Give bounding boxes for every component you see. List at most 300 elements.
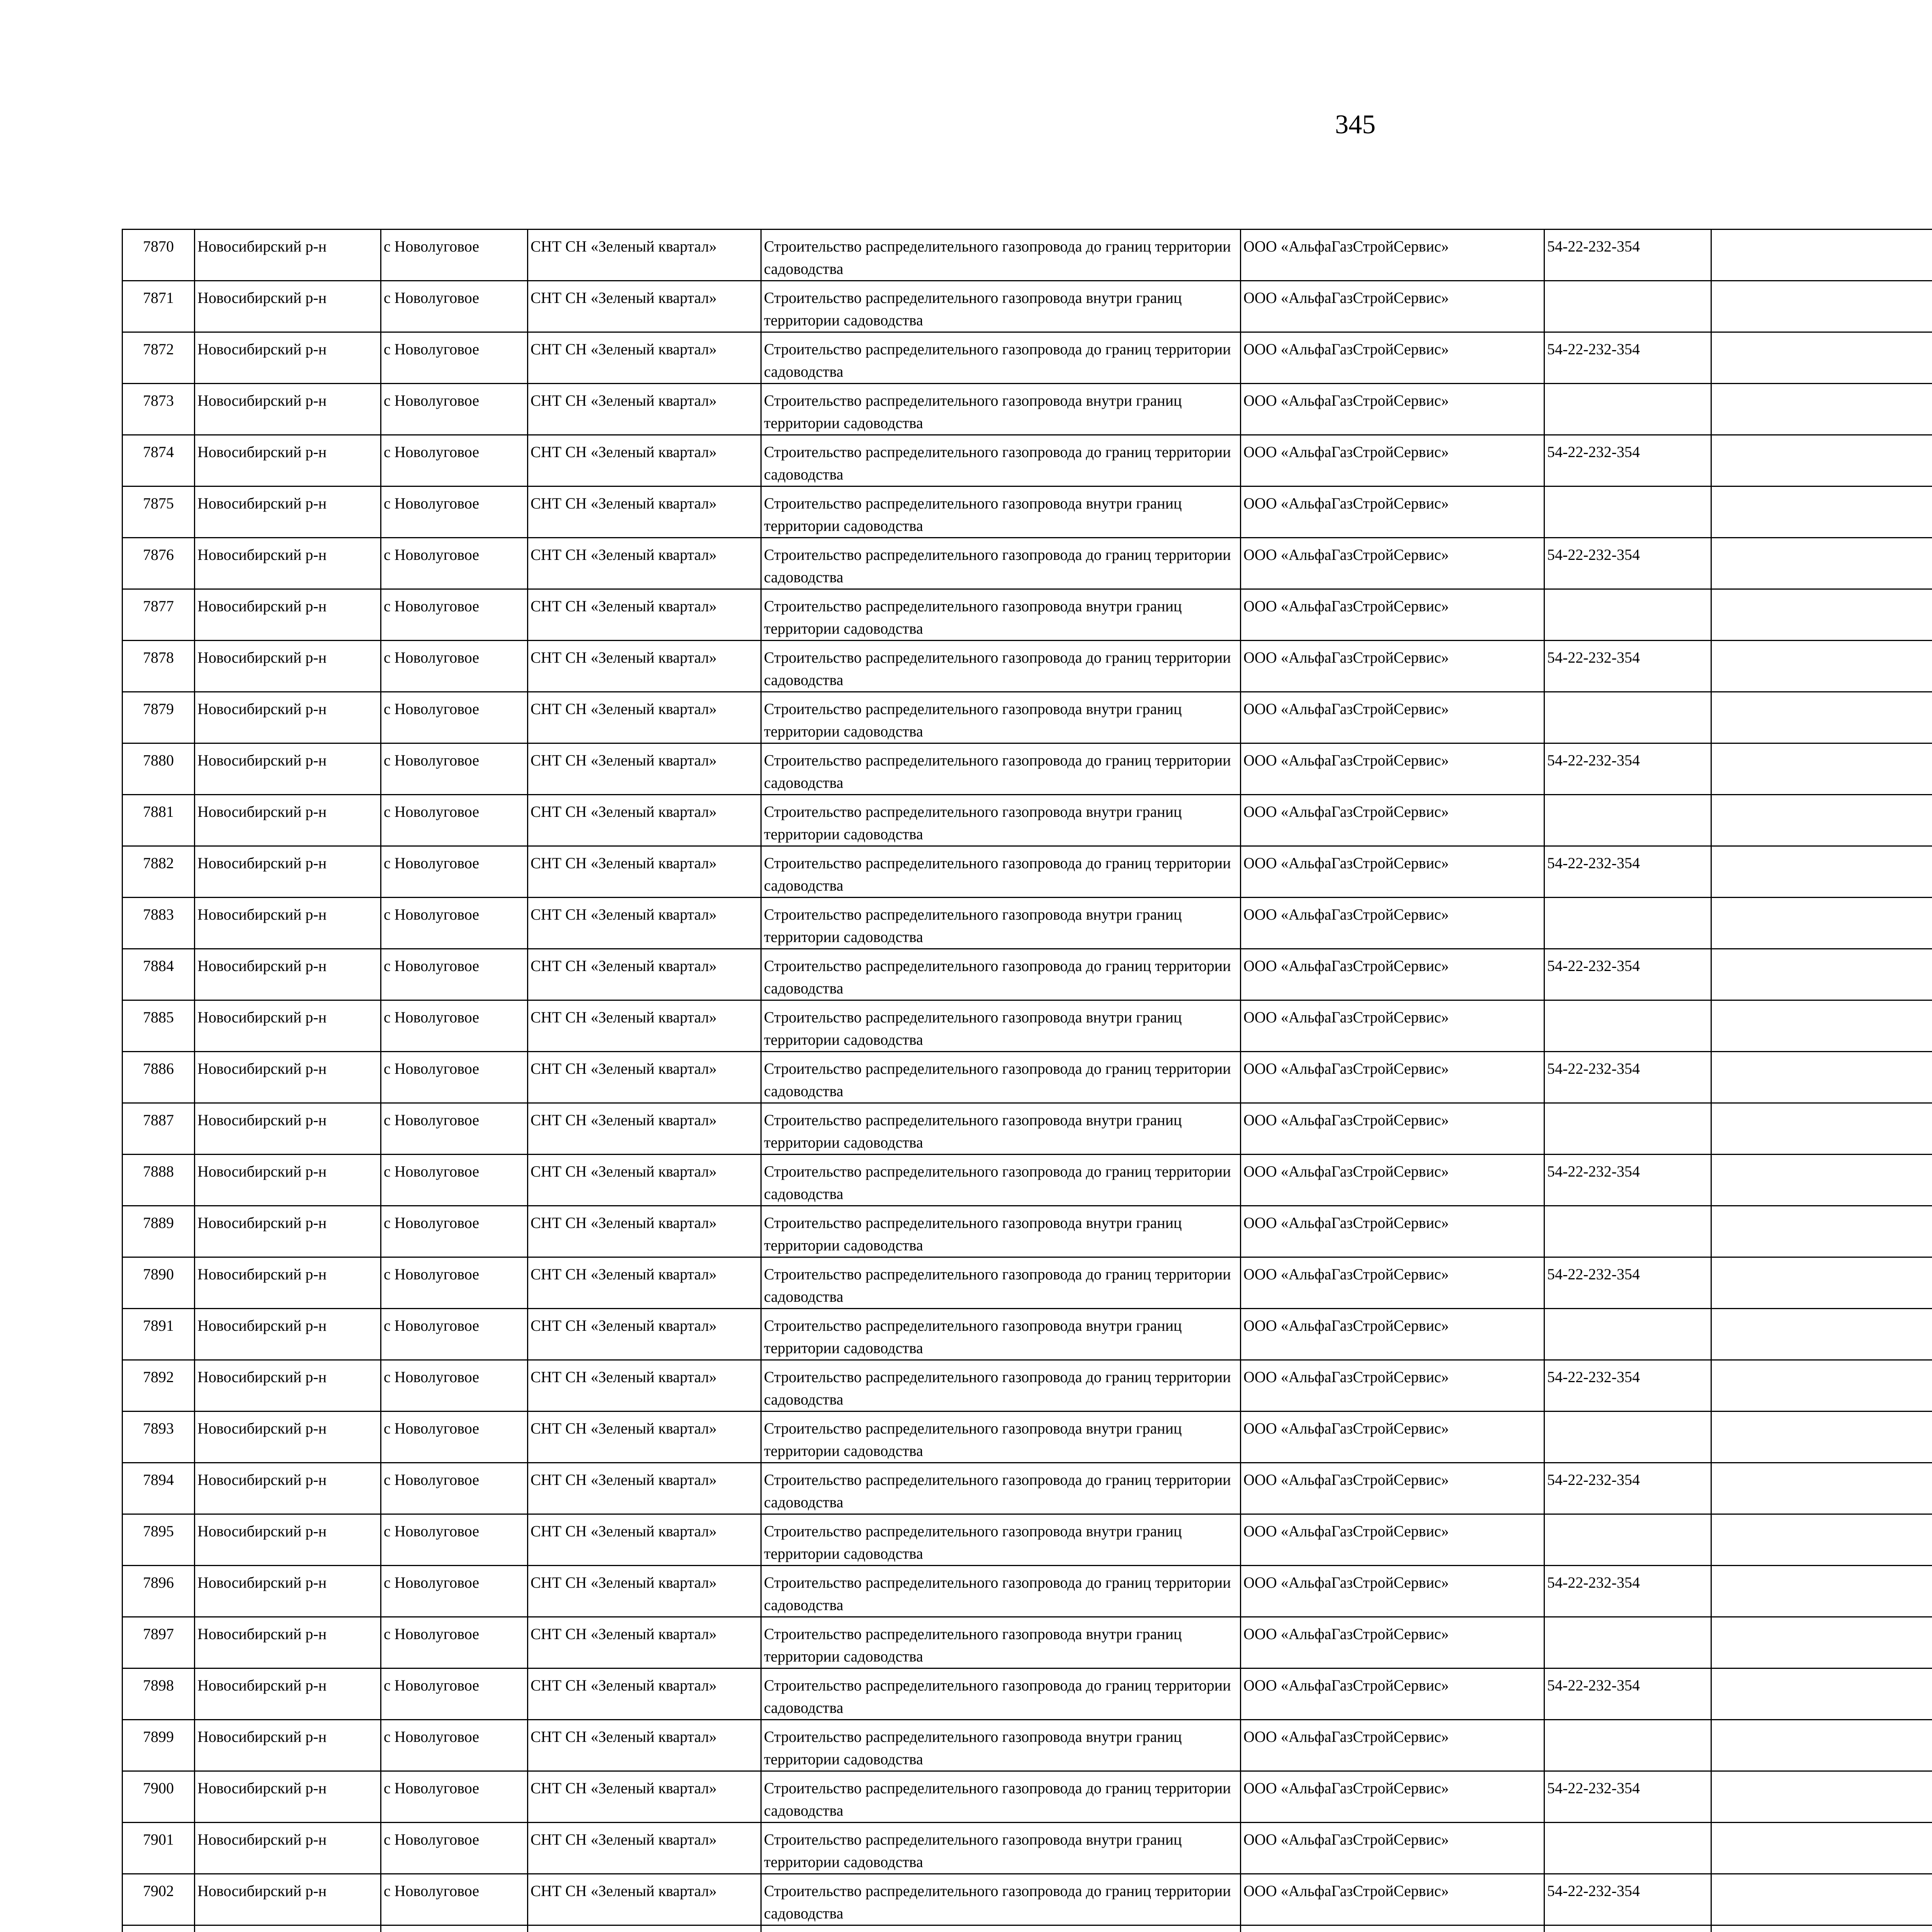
empty-cell xyxy=(1711,1771,1932,1823)
district-cell: Новосибирский р-н xyxy=(195,1155,381,1206)
row-number-cell: 7884 xyxy=(122,949,195,1000)
page-number: 345 xyxy=(0,111,1932,138)
work-description-cell: Строительство распределительного газопровода внутри границ территории садоводства xyxy=(761,898,1241,949)
contractor-cell: ООО «АльфаГазСтройСервис» xyxy=(1241,898,1544,949)
settlement-cell: с Новолуговое xyxy=(381,1668,528,1720)
row-number-cell: 7889 xyxy=(122,1206,195,1257)
settlement-cell: с Новолуговое xyxy=(381,1309,528,1360)
row-number-cell: 7891 xyxy=(122,1309,195,1360)
empty-cell xyxy=(1711,846,1932,898)
partnership-cell: СНТ СН «Зеленый квартал» xyxy=(528,1823,761,1874)
table-row xyxy=(122,1771,1932,1823)
contractor-cell: ООО «АльфаГазСтройСервис» xyxy=(1241,949,1544,1000)
settlement-cell: с Новолуговое xyxy=(381,846,528,898)
contractor-cell: ООО «АльфаГазСтройСервис» xyxy=(1241,1412,1544,1463)
row-number-cell: 7901 xyxy=(122,1823,195,1874)
settlement-cell: с Новолуговое xyxy=(381,898,528,949)
contractor-cell: ООО «АльфаГазСтройСервис» xyxy=(1241,641,1544,692)
table-row xyxy=(122,1874,1932,1925)
work-description-cell: Строительство распределительного газопровода до границ территории садоводства xyxy=(761,538,1241,589)
settlement-cell: с Новолуговое xyxy=(381,1257,528,1309)
partnership-cell: СНТ СН «Зеленый квартал» xyxy=(528,1668,761,1720)
partnership-cell: СНТ СН «Зеленый квартал» xyxy=(528,1052,761,1103)
settlement-cell: с Новолуговое xyxy=(381,1514,528,1566)
empty-cell xyxy=(1711,1925,1932,1932)
code-cell: 54-22-232-354 xyxy=(1544,332,1711,384)
table-row xyxy=(122,795,1932,846)
settlement-cell: с Новолуговое xyxy=(381,1566,528,1617)
work-description-cell: Строительство распределительного газопровода внутри границ территории садоводства xyxy=(761,1617,1241,1668)
district-cell: Новосибирский р-н xyxy=(195,230,381,281)
table-row xyxy=(122,1668,1932,1720)
settlement-cell: с Новолуговое xyxy=(381,795,528,846)
partnership-cell: СНТ СН «Зеленый квартал» xyxy=(528,1309,761,1360)
contractor-cell: ООО «АльфаГазСтройСервис» xyxy=(1241,1668,1544,1720)
code-cell: 54-22-232-354 xyxy=(1544,435,1711,486)
empty-cell xyxy=(1711,281,1932,332)
table-row xyxy=(122,949,1932,1000)
table-row xyxy=(122,1925,1932,1932)
code-cell: 54-22-232-354 xyxy=(1544,1874,1711,1925)
work-description-cell: Строительство распределительного газопровода до границ территории садоводства xyxy=(761,1874,1241,1925)
code-cell: 54-22-232-354 xyxy=(1544,1360,1711,1412)
row-number-cell: 7878 xyxy=(122,641,195,692)
district-cell: Новосибирский р-н xyxy=(195,281,381,332)
work-description-cell: Строительство распределительного газопровода внутри границ территории садоводства xyxy=(761,1823,1241,1874)
code-cell: 54-22-232-354 xyxy=(1544,641,1711,692)
district-cell: Новосибирский р-н xyxy=(195,898,381,949)
empty-cell xyxy=(1711,1412,1932,1463)
work-description-cell: Строительство распределительного газопровода внутри границ территории садоводства xyxy=(761,1103,1241,1155)
code-cell xyxy=(1544,1412,1711,1463)
contractor-cell: ООО «АльфаГазСтройСервис» xyxy=(1241,743,1544,795)
row-number-cell: 7895 xyxy=(122,1514,195,1566)
table-row xyxy=(122,641,1932,692)
code-cell: 54-22-232-354 xyxy=(1544,1463,1711,1514)
partnership-cell: СНТ СН «Зеленый квартал» xyxy=(528,898,761,949)
empty-cell xyxy=(1711,1668,1932,1720)
settlement-cell: с Новолуговое xyxy=(381,486,528,538)
settlement-cell: с Новолуговое xyxy=(381,692,528,743)
district-cell: Новосибирский р-н xyxy=(195,846,381,898)
row-number-cell: 7899 xyxy=(122,1720,195,1771)
code-cell: 54-22-232-354 xyxy=(1544,1052,1711,1103)
contractor-cell: ООО «АльфаГазСтройСервис» xyxy=(1241,384,1544,435)
settlement-cell: с Новолуговое xyxy=(381,1823,528,1874)
row-number-cell: 7880 xyxy=(122,743,195,795)
empty-cell xyxy=(1711,949,1932,1000)
table-row xyxy=(122,1463,1932,1514)
district-cell: Новосибирский р-н xyxy=(195,1771,381,1823)
row-number-cell: 7890 xyxy=(122,1257,195,1309)
work-description-cell: Строительство распределительного газопровода до границ территории садоводства xyxy=(761,1360,1241,1412)
row-number-cell: 7885 xyxy=(122,1000,195,1052)
work-description-cell: Строительство распределительного газопровода внутри границ территории садоводства xyxy=(761,795,1241,846)
table-row xyxy=(122,1155,1932,1206)
empty-cell xyxy=(1711,1360,1932,1412)
work-description-cell: Строительство распределительного газопровода внутри границ территории садоводства xyxy=(761,1206,1241,1257)
district-cell: Новосибирский р-н xyxy=(195,692,381,743)
partnership-cell: СНТ СН «Зеленый квартал» xyxy=(528,1257,761,1309)
code-cell xyxy=(1544,898,1711,949)
settlement-cell: с Новолуговое xyxy=(381,949,528,1000)
empty-cell xyxy=(1711,1720,1932,1771)
row-number-cell: 7882 xyxy=(122,846,195,898)
contractor-cell: ООО «АльфаГазСтройСервис» xyxy=(1241,332,1544,384)
code-cell xyxy=(1544,1720,1711,1771)
work-description-cell: Строительство распределительного газопровода до границ территории садоводства xyxy=(761,1668,1241,1720)
district-cell: Новосибирский р-н xyxy=(195,1514,381,1566)
district-cell: Новосибирский р-н xyxy=(195,1463,381,1514)
table-row xyxy=(122,486,1932,538)
settlement-cell: с Новолуговое xyxy=(381,1052,528,1103)
table-row xyxy=(122,281,1932,332)
contractor-cell: ООО «АльфаГазСтройСервис» xyxy=(1241,538,1544,589)
contractor-cell: ООО «АльфаГазСтройСервис» xyxy=(1241,1874,1544,1925)
row-number-cell: 7896 xyxy=(122,1566,195,1617)
settlement-cell: с Новолуговое xyxy=(381,1771,528,1823)
district-cell: Новосибирский р-н xyxy=(195,1617,381,1668)
code-cell xyxy=(1544,1000,1711,1052)
work-description-cell: Строительство распределительного газопровода внутри границ территории садоводства xyxy=(761,281,1241,332)
row-number-cell: 7870 xyxy=(122,230,195,281)
table-row xyxy=(122,1103,1932,1155)
partnership-cell xyxy=(528,1925,761,1932)
settlement-cell: с Новолуговое xyxy=(381,538,528,589)
work-description-cell: Строительство распределительного газопровода до границ территории садоводства xyxy=(761,743,1241,795)
settlement-cell: с Новолуговое xyxy=(381,1874,528,1925)
table-row xyxy=(122,1514,1932,1566)
partnership-cell: СНТ СН «Зеленый квартал» xyxy=(528,1463,761,1514)
row-number-cell: 7893 xyxy=(122,1412,195,1463)
contractor-cell: ООО «АльфаГазСтройСервис» xyxy=(1241,692,1544,743)
work-description-cell: Строительство распределительного газопровода до границ территории садоводства xyxy=(761,949,1241,1000)
contractor-cell: ООО «АльфаГазСтройСервис» xyxy=(1241,1155,1544,1206)
district-cell: Новосибирский р-н xyxy=(195,1823,381,1874)
settlement-cell: с Новолуговое xyxy=(381,1463,528,1514)
settlement-cell: с Новолуговое xyxy=(381,1360,528,1412)
settlement-cell: с Новолуговое xyxy=(381,1206,528,1257)
row-number-cell: 7881 xyxy=(122,795,195,846)
table-row xyxy=(122,332,1932,384)
table-row xyxy=(122,1720,1932,1771)
empty-cell xyxy=(1711,898,1932,949)
code-cell xyxy=(1544,1925,1711,1932)
district-cell: Новосибирский р-н xyxy=(195,743,381,795)
settlement-cell: с Новолуговое xyxy=(381,641,528,692)
code-cell: 54-22-232-354 xyxy=(1544,1566,1711,1617)
empty-cell xyxy=(1711,230,1932,281)
district-cell: Новосибирский р-н xyxy=(195,1720,381,1771)
settlement-cell: с Новолуговое xyxy=(381,281,528,332)
partnership-cell: СНТ СН «Зеленый квартал» xyxy=(528,538,761,589)
row-number-cell: 7872 xyxy=(122,332,195,384)
district-cell: Новосибирский р-н xyxy=(195,795,381,846)
row-number-cell: 7871 xyxy=(122,281,195,332)
partnership-cell: СНТ СН «Зеленый квартал» xyxy=(528,486,761,538)
partnership-cell: СНТ СН «Зеленый квартал» xyxy=(528,1771,761,1823)
partnership-cell: СНТ СН «Зеленый квартал» xyxy=(528,692,761,743)
contractor-cell: ООО «АльфаГазСтройСервис» xyxy=(1241,1206,1544,1257)
empty-cell xyxy=(1711,486,1932,538)
row-number-cell: 7902 xyxy=(122,1874,195,1925)
contractor-cell xyxy=(1241,1925,1544,1932)
partnership-cell: СНТ СН «Зеленый квартал» xyxy=(528,846,761,898)
settlement-cell: с Новолуговое xyxy=(381,435,528,486)
work-description-cell: Строительство распределительного газопровода внутри границ территории садоводства xyxy=(761,692,1241,743)
settlement-cell: с Новолуговое xyxy=(381,743,528,795)
partnership-cell: СНТ СН «Зеленый квартал» xyxy=(528,1360,761,1412)
settlement-cell: с Новолуговое xyxy=(381,589,528,641)
work-description-cell: Строительство распределительного газопровода до границ территории садоводства xyxy=(761,230,1241,281)
code-cell xyxy=(1544,589,1711,641)
contractor-cell: ООО «АльфаГазСтройСервис» xyxy=(1241,230,1544,281)
table-row xyxy=(122,589,1932,641)
contractor-cell: ООО «АльфаГазСтройСервис» xyxy=(1241,1566,1544,1617)
empty-cell xyxy=(1711,1566,1932,1617)
empty-cell xyxy=(1711,1155,1932,1206)
empty-cell xyxy=(1711,1514,1932,1566)
empty-cell xyxy=(1711,795,1932,846)
partnership-cell: СНТ СН «Зеленый квартал» xyxy=(528,1206,761,1257)
partnership-cell: СНТ СН «Зеленый квартал» xyxy=(528,1412,761,1463)
district-cell: Новосибирский р-н xyxy=(195,1874,381,1925)
table-row xyxy=(122,1566,1932,1617)
row-number-cell: 7883 xyxy=(122,898,195,949)
district-cell: Новосибирский р-н xyxy=(195,435,381,486)
row-number-cell: 7898 xyxy=(122,1668,195,1720)
partnership-cell: СНТ СН «Зеленый квартал» xyxy=(528,949,761,1000)
partnership-cell: СНТ СН «Зеленый квартал» xyxy=(528,641,761,692)
code-cell: 54-22-232-354 xyxy=(1544,538,1711,589)
code-cell xyxy=(1544,1514,1711,1566)
row-number-cell: 7873 xyxy=(122,384,195,435)
district-cell: Новосибирский р-н xyxy=(195,1103,381,1155)
code-cell: 54-22-232-354 xyxy=(1544,1668,1711,1720)
work-description-cell: Строительство распределительного газопровода внутри границ территории садоводства xyxy=(761,1412,1241,1463)
work-description-cell: Строительство распределительного газопровода до границ территории садоводства xyxy=(761,1566,1241,1617)
table-row xyxy=(122,846,1932,898)
work-description-cell: Строительство распределительного газопровода до границ территории садоводства xyxy=(761,641,1241,692)
district-cell: Новосибирский р-н xyxy=(195,949,381,1000)
empty-cell xyxy=(1711,692,1932,743)
empty-cell xyxy=(1711,384,1932,435)
empty-cell xyxy=(1711,1309,1932,1360)
table-row xyxy=(122,1360,1932,1412)
empty-cell xyxy=(1711,1206,1932,1257)
code-cell: 54-22-232-354 xyxy=(1544,949,1711,1000)
district-cell: Новосибирский р-н xyxy=(195,332,381,384)
contractor-cell: ООО «АльфаГазСтройСервис» xyxy=(1241,1103,1544,1155)
partnership-cell: СНТ СН «Зеленый квартал» xyxy=(528,1720,761,1771)
contractor-cell: ООО «АльфаГазСтройСервис» xyxy=(1241,486,1544,538)
partnership-cell: СНТ СН «Зеленый квартал» xyxy=(528,332,761,384)
contractor-cell: ООО «АльфаГазСтройСервис» xyxy=(1241,1309,1544,1360)
contractor-cell: ООО «АльфаГазСтройСервис» xyxy=(1241,1052,1544,1103)
row-number-cell: 7894 xyxy=(122,1463,195,1514)
contractor-cell: ООО «АльфаГазСтройСервис» xyxy=(1241,1823,1544,1874)
code-cell: 54-22-232-354 xyxy=(1544,743,1711,795)
table-row xyxy=(122,1000,1932,1052)
work-description-cell: Строительство распределительного газопровода до границ территории садоводства xyxy=(761,1463,1241,1514)
code-cell: 54-22-232-354 xyxy=(1544,1155,1711,1206)
table-row xyxy=(122,384,1932,435)
district-cell: Новосибирский р-н xyxy=(195,1360,381,1412)
partnership-cell: СНТ СН «Зеленый квартал» xyxy=(528,435,761,486)
row-number-cell: 7875 xyxy=(122,486,195,538)
district-cell: Новосибирский р-н xyxy=(195,589,381,641)
settlement-cell: с Новолуговое xyxy=(381,1617,528,1668)
registry-table-body xyxy=(122,230,1932,1932)
partnership-cell: СНТ СН «Зеленый квартал» xyxy=(528,1000,761,1052)
row-number-cell: 7900 xyxy=(122,1771,195,1823)
table-row xyxy=(122,1257,1932,1309)
settlement-cell xyxy=(381,1925,528,1932)
settlement-cell: с Новолуговое xyxy=(381,230,528,281)
work-description-cell: Строительство распределительного газопровода внутри границ территории садоводства xyxy=(761,1000,1241,1052)
partnership-cell: СНТ СН «Зеленый квартал» xyxy=(528,1155,761,1206)
work-description-cell: Строительство распределительного газопровода до границ территории садоводства xyxy=(761,332,1241,384)
code-cell: 54-22-232-354 xyxy=(1544,846,1711,898)
table-row xyxy=(122,743,1932,795)
table-row xyxy=(122,1412,1932,1463)
partnership-cell: СНТ СН «Зеленый квартал» xyxy=(528,384,761,435)
empty-cell xyxy=(1711,1874,1932,1925)
district-cell: Новосибирский р-н xyxy=(195,1257,381,1309)
empty-cell xyxy=(1711,1257,1932,1309)
work-description-cell: Строительство распределительного газопровода до границ территории садоводства xyxy=(761,846,1241,898)
code-cell: 54-22-232-354 xyxy=(1544,1257,1711,1309)
settlement-cell: с Новолуговое xyxy=(381,1412,528,1463)
partnership-cell: СНТ СН «Зеленый квартал» xyxy=(528,230,761,281)
contractor-cell: ООО «АльфаГазСтройСервис» xyxy=(1241,1257,1544,1309)
empty-cell xyxy=(1711,332,1932,384)
empty-cell xyxy=(1711,743,1932,795)
row-number-cell: 7886 xyxy=(122,1052,195,1103)
contractor-cell: ООО «АльфаГазСтройСервис» xyxy=(1241,281,1544,332)
row-number-cell: 7892 xyxy=(122,1360,195,1412)
district-cell: Новосибирский р-н xyxy=(195,1206,381,1257)
partnership-cell: СНТ СН «Зеленый квартал» xyxy=(528,1617,761,1668)
contractor-cell: ООО «АльфаГазСтройСервис» xyxy=(1241,1514,1544,1566)
district-cell: Новосибирский р-н xyxy=(195,1309,381,1360)
code-cell xyxy=(1544,692,1711,743)
table-row xyxy=(122,1206,1932,1257)
code-cell xyxy=(1544,281,1711,332)
empty-cell xyxy=(1711,589,1932,641)
partnership-cell: СНТ СН «Зеленый квартал» xyxy=(528,1103,761,1155)
settlement-cell: с Новолуговое xyxy=(381,1155,528,1206)
district-cell: Новосибирский р-н xyxy=(195,538,381,589)
district-cell xyxy=(195,1925,381,1932)
row-number-cell: 7877 xyxy=(122,589,195,641)
settlement-cell: с Новолуговое xyxy=(381,1720,528,1771)
code-cell xyxy=(1544,1309,1711,1360)
code-cell xyxy=(1544,1206,1711,1257)
row-number-cell: 7879 xyxy=(122,692,195,743)
contractor-cell: ООО «АльфаГазСтройСервис» xyxy=(1241,1000,1544,1052)
contractor-cell: ООО «АльфаГазСтройСервис» xyxy=(1241,795,1544,846)
row-number-cell: 7897 xyxy=(122,1617,195,1668)
district-cell: Новосибирский р-н xyxy=(195,1668,381,1720)
work-description-cell: Строительство распределительного газопровода внутри границ территории садоводства xyxy=(761,486,1241,538)
row-number-cell: 7887 xyxy=(122,1103,195,1155)
row-number-cell: 7874 xyxy=(122,435,195,486)
empty-cell xyxy=(1711,1000,1932,1052)
work-description-cell: Строительство распределительного газопровода внутри границ территории садоводства xyxy=(761,384,1241,435)
table-row xyxy=(122,1823,1932,1874)
work-description-cell: Строительство распределительного газопровода внутри границ территории садоводства xyxy=(761,589,1241,641)
partnership-cell: СНТ СН «Зеленый квартал» xyxy=(528,1514,761,1566)
row-number-cell xyxy=(122,1925,195,1932)
work-description-cell: Строительство распределительного газопровода до границ территории садоводства xyxy=(761,435,1241,486)
code-cell: 54-22-232-354 xyxy=(1544,230,1711,281)
settlement-cell: с Новолуговое xyxy=(381,384,528,435)
work-description-cell: Строительство распределительного газопровода до границ территории садоводства xyxy=(761,1771,1241,1823)
work-description-cell: Строительство распределительного газопровода внутри границ территории садоводства xyxy=(761,1720,1241,1771)
contractor-cell: ООО «АльфаГазСтройСервис» xyxy=(1241,435,1544,486)
empty-cell xyxy=(1711,538,1932,589)
empty-cell xyxy=(1711,1052,1932,1103)
table-row xyxy=(122,435,1932,486)
settlement-cell: с Новолуговое xyxy=(381,332,528,384)
table-row xyxy=(122,538,1932,589)
district-cell: Новосибирский р-н xyxy=(195,1566,381,1617)
partnership-cell: СНТ СН «Зеленый квартал» xyxy=(528,1874,761,1925)
partnership-cell: СНТ СН «Зеленый квартал» xyxy=(528,795,761,846)
contractor-cell: ООО «АльфаГазСтройСервис» xyxy=(1241,846,1544,898)
district-cell: Новосибирский р-н xyxy=(195,1000,381,1052)
code-cell: 54-22-232-354 xyxy=(1544,1771,1711,1823)
district-cell: Новосибирский р-н xyxy=(195,641,381,692)
partnership-cell: СНТ СН «Зеленый квартал» xyxy=(528,743,761,795)
empty-cell xyxy=(1711,1103,1932,1155)
table-row xyxy=(122,1309,1932,1360)
code-cell xyxy=(1544,1617,1711,1668)
table-row xyxy=(122,1617,1932,1668)
empty-cell xyxy=(1711,435,1932,486)
code-cell xyxy=(1544,795,1711,846)
code-cell xyxy=(1544,486,1711,538)
work-description-cell xyxy=(761,1925,1241,1932)
partnership-cell: СНТ СН «Зеленый квартал» xyxy=(528,281,761,332)
table-row xyxy=(122,1052,1932,1103)
table-row xyxy=(122,898,1932,949)
table-row xyxy=(122,692,1932,743)
code-cell xyxy=(1544,1103,1711,1155)
district-cell: Новосибирский р-н xyxy=(195,486,381,538)
work-description-cell: Строительство распределительного газопровода до границ территории садоводства xyxy=(761,1257,1241,1309)
work-description-cell: Строительство распределительного газопровода до границ территории садоводства xyxy=(761,1155,1241,1206)
partnership-cell: СНТ СН «Зеленый квартал» xyxy=(528,1566,761,1617)
work-description-cell: Строительство распределительного газопровода внутри границ территории садоводства xyxy=(761,1514,1241,1566)
table-row xyxy=(122,230,1932,281)
empty-cell xyxy=(1711,1617,1932,1668)
contractor-cell: ООО «АльфаГазСтройСервис» xyxy=(1241,1771,1544,1823)
code-cell xyxy=(1544,1823,1711,1874)
empty-cell xyxy=(1711,1463,1932,1514)
empty-cell xyxy=(1711,1823,1932,1874)
empty-cell xyxy=(1711,641,1932,692)
district-cell: Новосибирский р-н xyxy=(195,1412,381,1463)
code-cell xyxy=(1544,384,1711,435)
contractor-cell: ООО «АльфаГазСтройСервис» xyxy=(1241,1720,1544,1771)
contractor-cell: ООО «АльфаГазСтройСервис» xyxy=(1241,589,1544,641)
contractor-cell: ООО «АльфаГазСтройСервис» xyxy=(1241,1463,1544,1514)
row-number-cell: 7888 xyxy=(122,1155,195,1206)
row-number-cell: 7876 xyxy=(122,538,195,589)
work-description-cell: Строительство распределительного газопровода внутри границ территории садоводства xyxy=(761,1309,1241,1360)
